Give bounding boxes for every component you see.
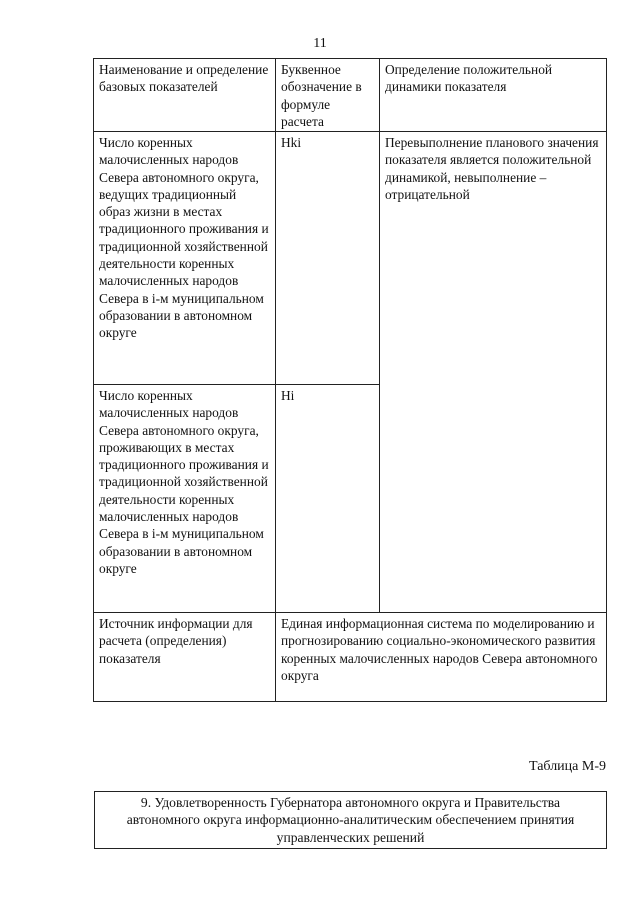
table-row (94, 385, 607, 613)
header-symbol: Буквенное обозначение в формуле расчета (276, 59, 380, 132)
row-2-name: Число коренных малочисленных народов Севера автономного округа, проживающих в местах традиционного проживания и традиционной хозяйственной деятельности коренных малочисленных народов Севера в i-м муниципальном образовании в автономном округе (94, 385, 276, 613)
table-row (94, 132, 607, 385)
row-1-name: Число коренных малочисленных народов Севера автономного округа, ведущих традиционный образ жизни в местах традиционного проживания и традиционной хозяйственной деятельности коренных малочисленных народов Севера в i-м муниципальном образовании в автономном округе (94, 132, 276, 385)
table-header-row (94, 59, 607, 132)
source-value: Единая информационная система по моделированию и прогнозированию социально-экономического развития коренных малочисленных народов Севера автономного округа (276, 613, 607, 702)
row-1-dynamics: Перевыполнение планового значения показателя является положительной динамикой, невыполнение – отрицательной (380, 132, 607, 385)
page-number: 11 (313, 36, 327, 51)
row-2-symbol: Нi (276, 385, 380, 613)
header-dynamics: Определение положительной динамики показателя (380, 59, 607, 132)
table-label: Таблица М-9 (529, 759, 606, 774)
indicator-table (93, 58, 607, 702)
row-2-dynamics (380, 385, 607, 613)
source-row (94, 613, 607, 702)
header-name: Наименование и определение базовых показателей (94, 59, 276, 132)
row-1-symbol: Нki (276, 132, 380, 385)
section-title: 9. Удовлетворенность Губернатора автономного округа и Правительства автономного округа информационно-аналитическим обеспечением принятия управленческих решений (94, 791, 607, 849)
source-label: Источник информации для расчета (определения) показателя (94, 613, 276, 702)
